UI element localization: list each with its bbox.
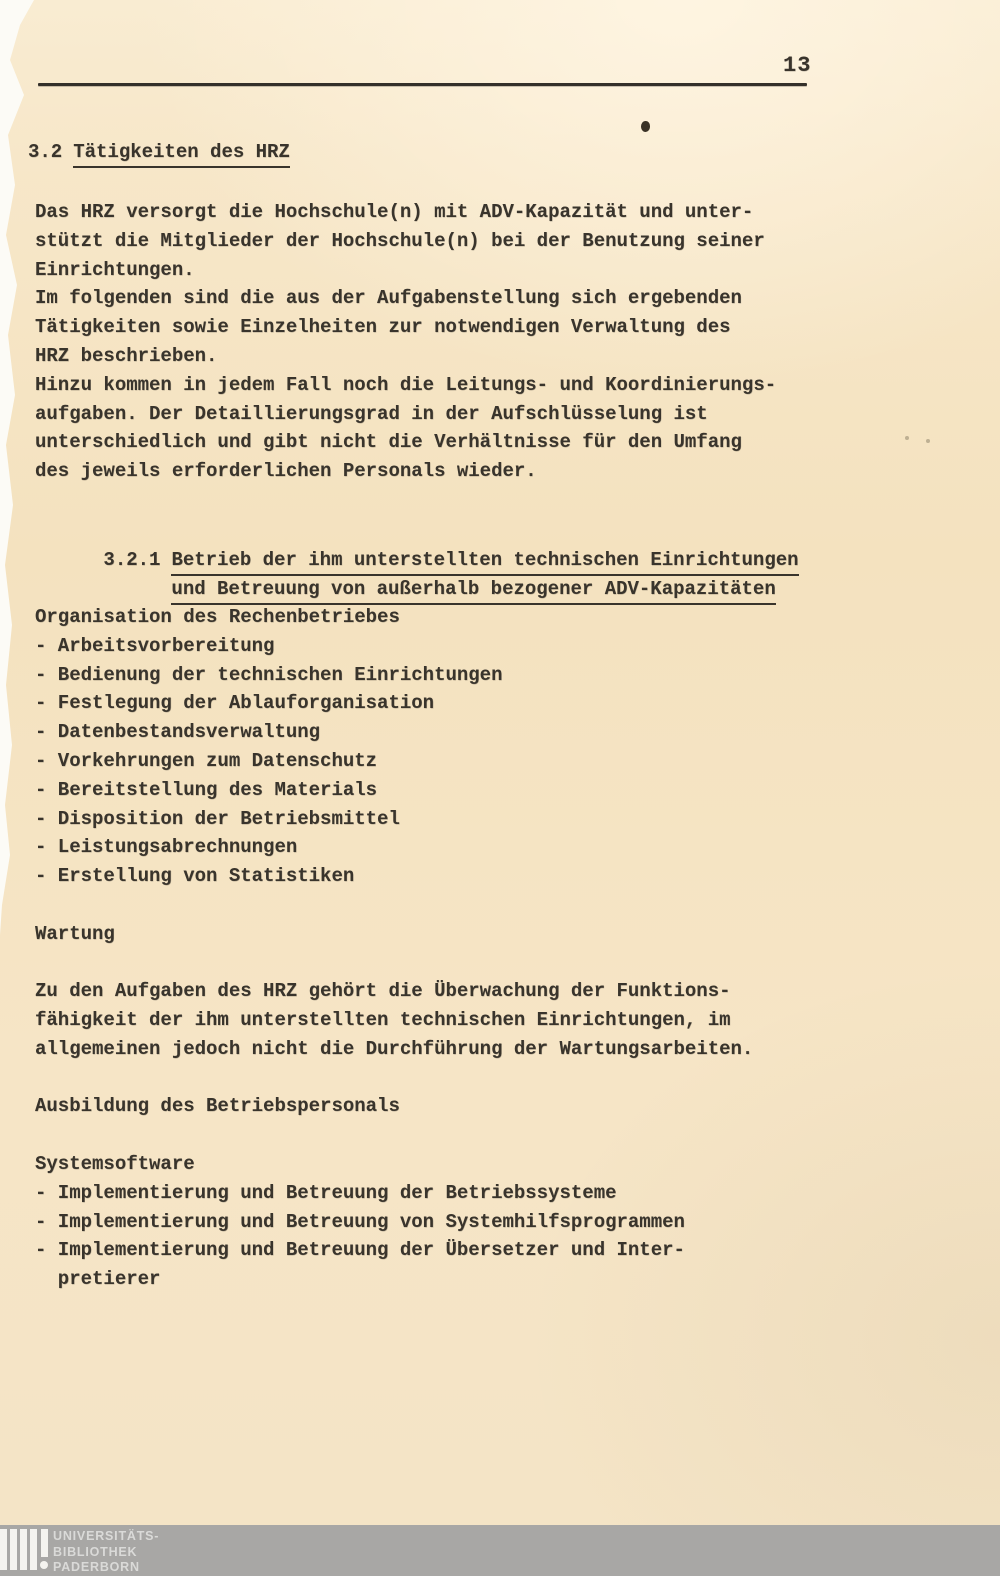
text-line: aufgaben. Der Detaillierungsgrad in der Aufschlüsselung ist (35, 402, 708, 425)
heading-3-2-number: 3.2 (28, 141, 63, 163)
text-line: unterschiedlich und gibt nicht die Verhältnisse für den Umfang (35, 431, 742, 454)
intro-paragraphs (35, 198, 776, 486)
operations-list (35, 603, 502, 891)
text-line: fähigkeit der ihm unterstellten technischen Einrichtungen, im (35, 1008, 731, 1031)
text-line: Zu den Aufgaben des HRZ gehört die Überwachung der Funktions- (35, 980, 731, 1002)
heading-3-2-1-title-line1: Betrieb der ihm unterstellten technischen Einrichtungen (171, 549, 798, 576)
text-line: stützt die Mitglieder der Hochschule(n) bei der Benutzung seiner (35, 229, 765, 252)
heading-3-2-1-number: 3.2.1 (103, 548, 161, 571)
logo-bar (0, 1529, 7, 1570)
heading-3-2 (28, 141, 290, 163)
text-line: Das HRZ versorgt die Hochschule(n) mit ADV-Kapazität und unter- (35, 201, 754, 223)
text-line: - Implementierung und Betreuung der Übersetzer und Inter- (35, 1239, 685, 1262)
text-line: BIBLIOTHEK (53, 1544, 138, 1559)
text-line: - Bedienung der technischen Einrichtungen (35, 663, 503, 686)
text-line: pretierer (35, 1268, 161, 1291)
page-number: 13 (783, 53, 812, 78)
logo-exclamation (40, 1529, 48, 1569)
training-heading: Ausbildung des Betriebspersonals (35, 1095, 400, 1117)
text-line: - Datenbestandsverwaltung (35, 721, 321, 744)
text-line: - Implementierung und Betreuung von Systemhilfsprogrammen (35, 1210, 685, 1233)
text-line: Im folgenden sind die aus der Aufgabenstellung sich ergebenden (35, 287, 742, 310)
heading-3-2-title: Tätigkeiten des HRZ (73, 141, 290, 168)
pencil-dot (926, 439, 930, 443)
text-line: allgemeinen jedoch nicht die Durchführung der Wartungsarbeiten. (35, 1037, 754, 1060)
text-line: des jeweils erforderlichen Personals wieder. (35, 460, 537, 483)
text-line: - Implementierung und Betreuung der Betriebssysteme (35, 1181, 617, 1204)
text-line: Systemsoftware (35, 1153, 195, 1175)
text-line: - Disposition der Betriebsmittel (35, 807, 400, 830)
text-line: - Leistungsabrechnungen (35, 836, 298, 859)
logo-bar (20, 1529, 27, 1570)
text-line: HRZ beschrieben. (35, 344, 218, 367)
logo-bar (30, 1529, 37, 1570)
maintenance-paragraph (35, 977, 753, 1063)
pencil-dot (905, 436, 909, 440)
text-line: Tätigkeiten sowie Einzelheiten zur notwendigen Verwaltung des (35, 316, 731, 339)
text-line: - Festlegung der Ablauforganisation (35, 692, 435, 715)
text-line: PADERBORN (53, 1560, 140, 1574)
header-rule (38, 83, 807, 86)
text-line: - Arbeitsvorbereitung (35, 634, 275, 657)
software-list (35, 1150, 685, 1294)
heading-3-2-1-title-line2: und Betreuung von außerhalb bezogener ADV-Kapazitäten (171, 578, 775, 605)
library-name (53, 1529, 159, 1576)
ink-speck (641, 121, 650, 132)
heading-3-2-1 (35, 517, 799, 600)
text-line: - Erstellung von Statistiken (35, 865, 355, 888)
text-line: Einrichtungen. (35, 258, 195, 281)
maintenance-heading: Wartung (35, 923, 115, 945)
text-line: UNIVERSITÄTS- (53, 1529, 160, 1543)
library-logo-icon (0, 1529, 48, 1570)
text-line: - Bereitstellung des Materials (35, 778, 378, 801)
text-line: Hinzu kommen in jedem Fall noch die Leitungs- und Koordinierungs- (35, 373, 777, 396)
text-line: Organisation des Rechenbetriebes (35, 606, 400, 628)
logo-bar (10, 1529, 17, 1570)
text-line: - Vorkehrungen zum Datenschutz (35, 749, 378, 772)
